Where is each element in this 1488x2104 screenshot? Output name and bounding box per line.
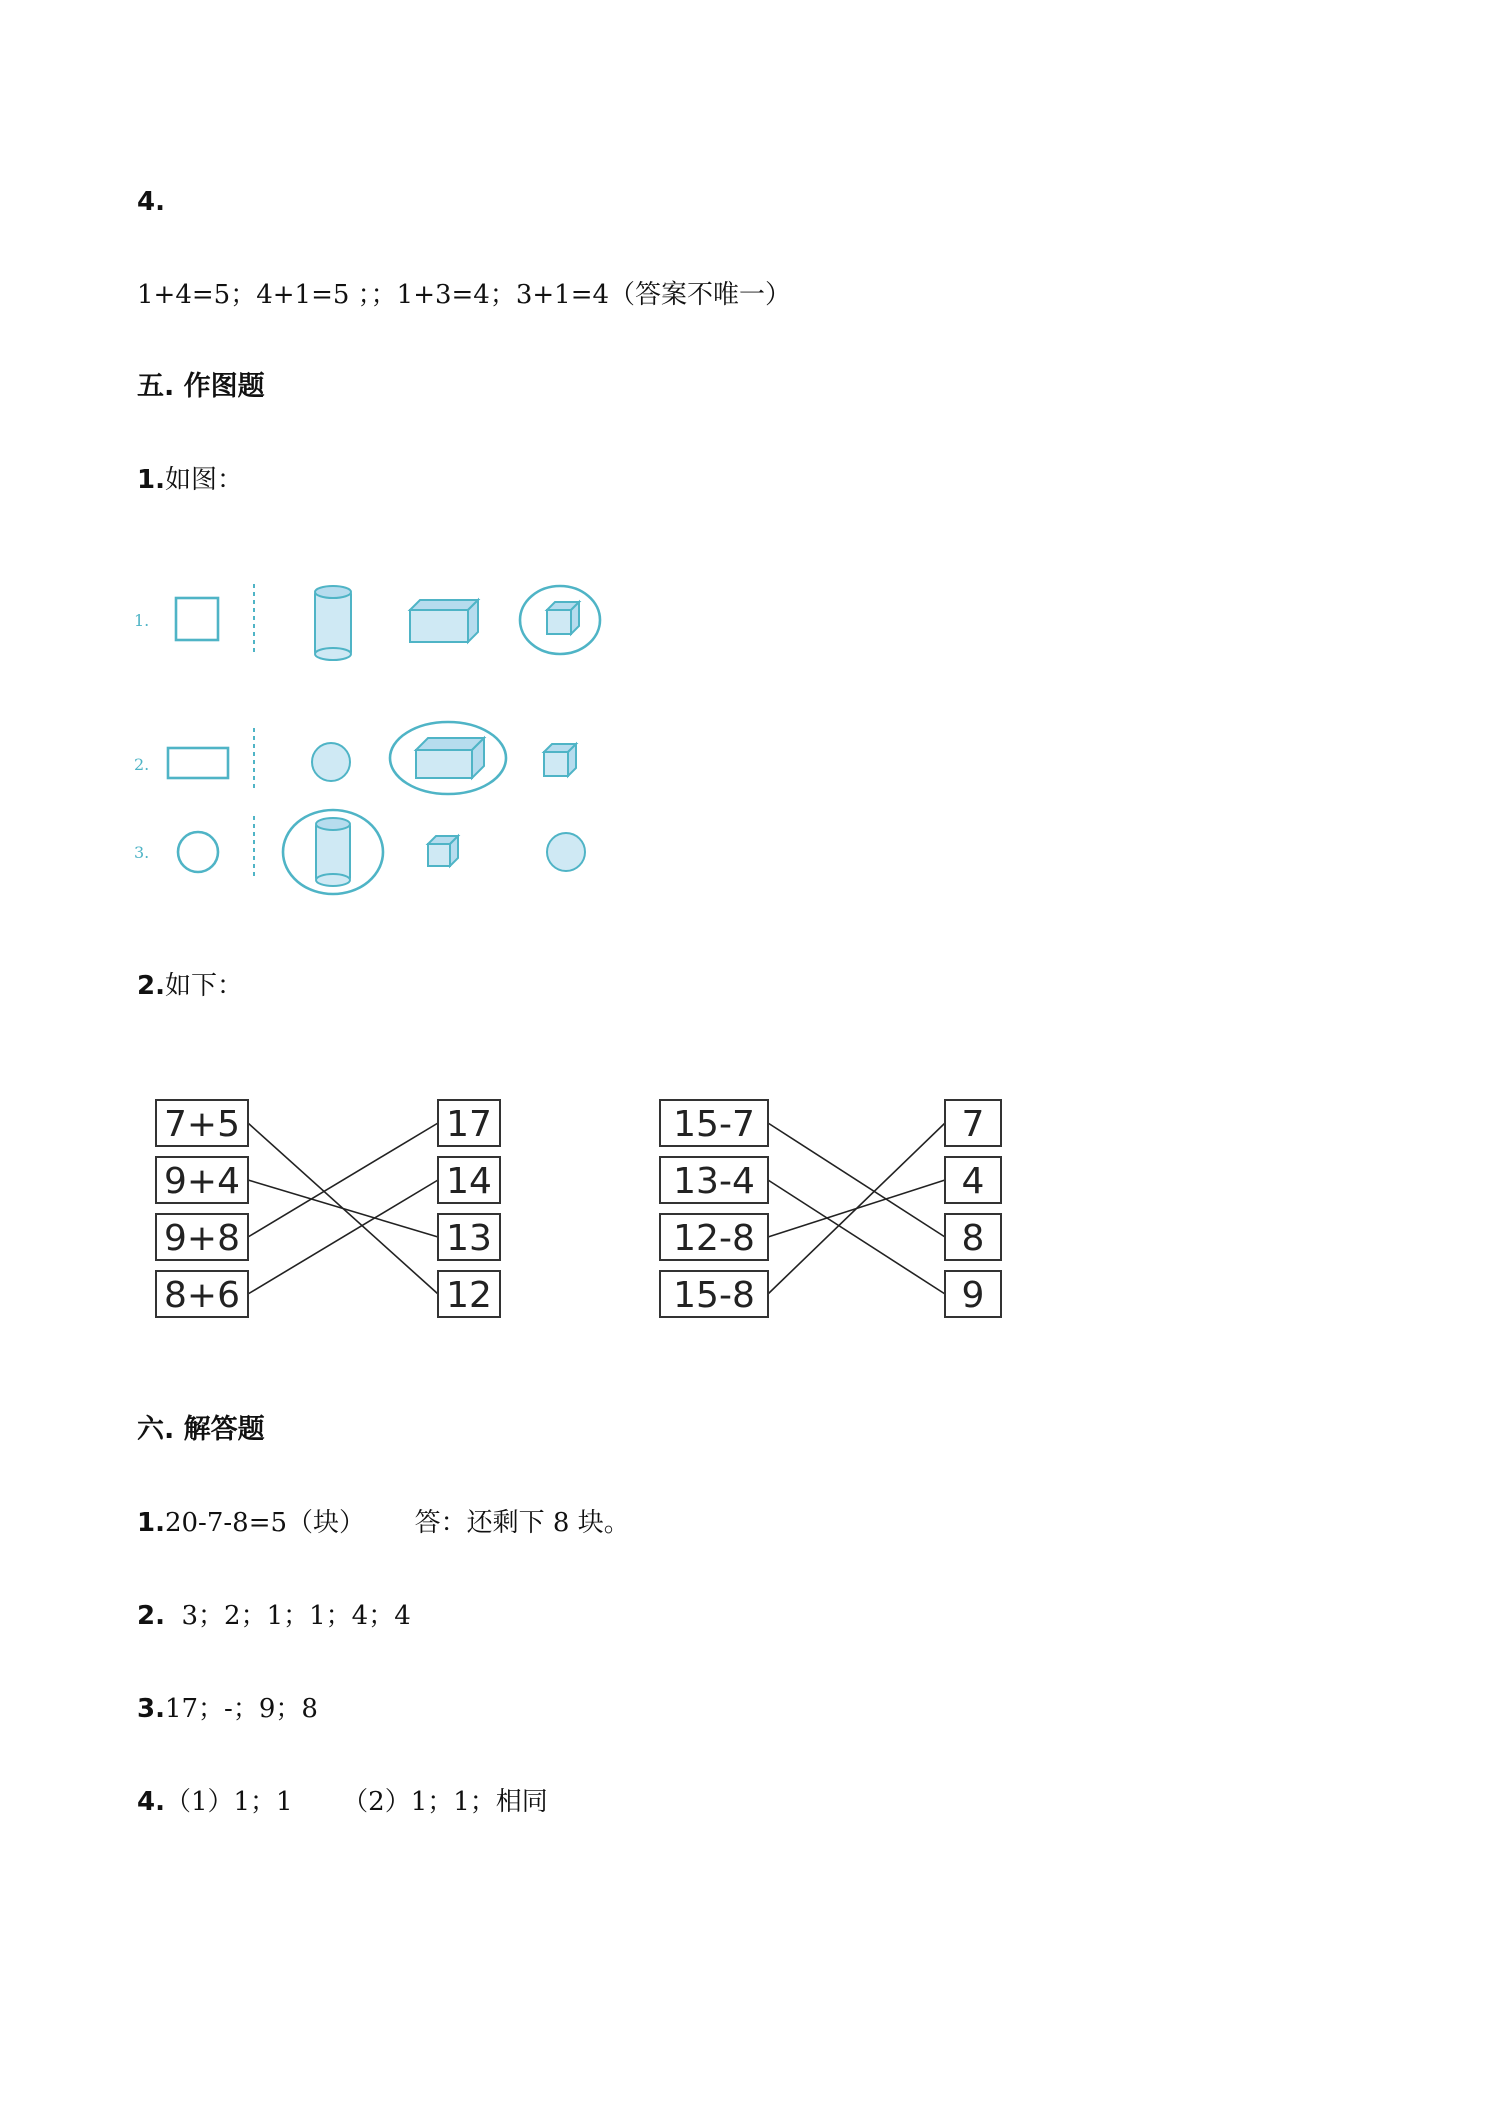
result-text: 14 [446,1161,492,1202]
item-number: 4. [137,1787,165,1817]
result-text: 4 [961,1161,985,1202]
result-text: 17 [446,1104,492,1145]
expression-text: 9+4 [164,1161,240,1202]
section-6-item-4 [137,1784,548,1820]
result-text: 7 [961,1104,985,1145]
cylinder-shape [316,818,350,886]
section-6-title: 六. 解答题 [137,1414,265,1445]
cube-shape [547,602,579,634]
cube-shape [544,744,576,776]
question-4-number: 4. [137,187,165,217]
row-label-3: 3. [134,843,150,862]
expression-text: 13-4 [673,1161,755,1202]
connector-line [768,1180,945,1294]
section-6-item-2 [137,1598,411,1634]
connector-line [768,1123,945,1294]
connector-line [248,1123,438,1237]
cube-shape [428,836,458,866]
result-text: 12 [446,1275,492,1316]
row-label-1: 1. [134,611,150,630]
item-text: 如下： [164,971,243,1001]
connector-line [768,1123,945,1237]
section-6-item-3 [137,1691,318,1727]
expression-text: 7+5 [164,1104,240,1145]
item-number: 3. [137,1694,165,1724]
item-text: 3；2；1；1；4；4 [164,1601,411,1631]
expression-text: 8+6 [164,1275,240,1316]
result-text: 9 [961,1275,985,1316]
expression-text: 12-8 [673,1218,755,1259]
connector-line [248,1180,438,1237]
item-number: 2. [137,971,165,1001]
cuboid-shape [410,600,478,642]
cuboid-shape [416,738,484,778]
expression-text: 15-7 [673,1104,755,1145]
section-5-item-2 [137,968,243,1004]
row-label-2: 2. [134,755,150,774]
sphere-shape [547,833,585,871]
expression-text: 9+8 [164,1218,240,1259]
section-6-item-1 [137,1505,630,1541]
section-5-title: 五. 作图题 [137,371,265,402]
circle-shape [178,832,218,872]
expression-text: 15-8 [673,1275,755,1316]
item-text: 20-7-8=5（块） 答：还剩下 8 块。 [164,1508,630,1538]
result-text: 13 [446,1218,492,1259]
question-4-answer: 1+4=5；4+1=5 ；；1+3=4；3+1=4（答案不唯一） [137,280,792,310]
item-text: （1）1；1 （2）1；1；相同 [164,1787,548,1817]
right-matching-group [660,1100,1001,1317]
rectangle-shape [168,748,228,778]
left-matching-group [156,1100,500,1317]
shapes-matching-figure [130,570,650,900]
item-number: 1. [137,1508,165,1538]
section-5-item-1 [137,462,243,498]
result-text: 8 [961,1218,985,1259]
item-number: 2. [137,1601,165,1631]
matching-figure [150,1100,1020,1340]
connector-line [248,1180,438,1294]
cylinder-shape [315,586,351,660]
item-number: 1. [137,465,165,495]
sphere-shape [312,743,350,781]
item-text: 17；-；9；8 [164,1694,318,1724]
square-shape [176,598,218,640]
item-text: 如图： [164,465,243,495]
